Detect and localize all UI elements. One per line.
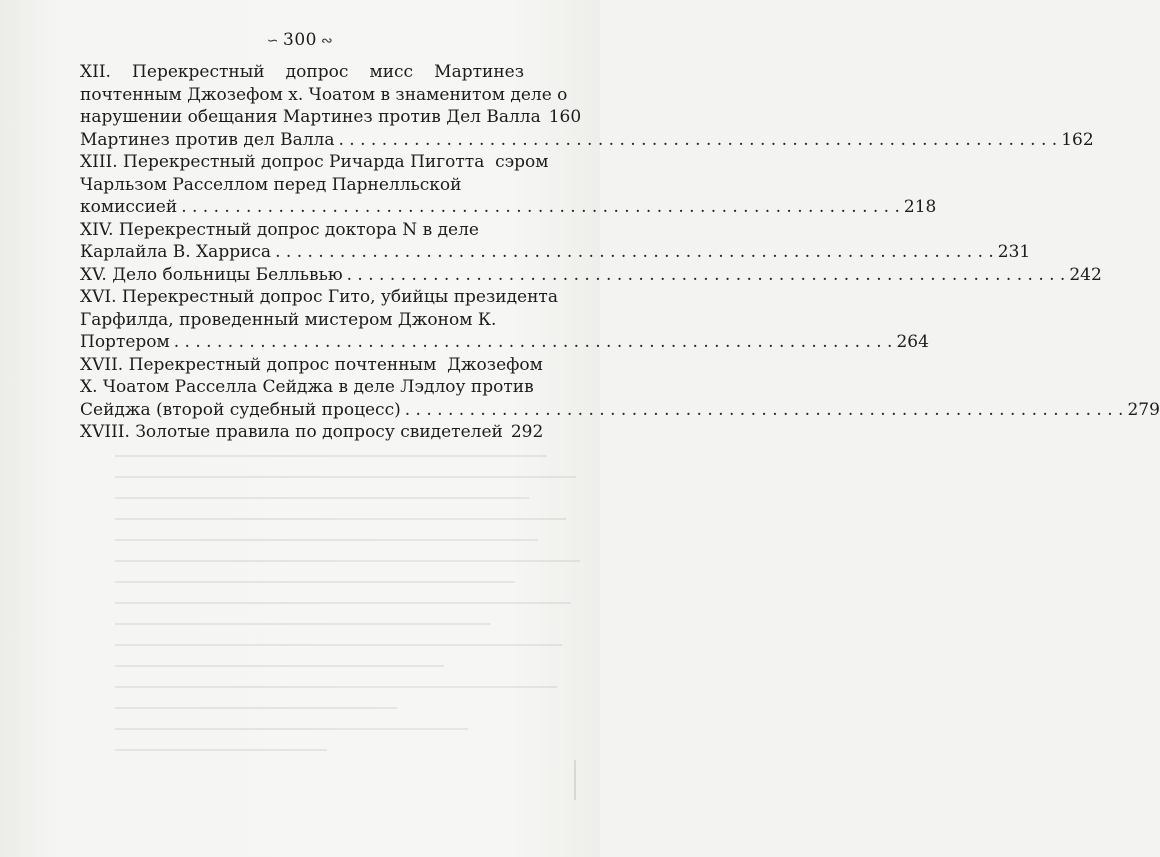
dot-leader xyxy=(275,241,994,264)
toc-line: почтенным Джозефом х. Чоатом в знаменитом деле о xyxy=(80,84,568,105)
toc-line: комиссией . . . 218 xyxy=(80,196,524,219)
ornament-left-icon: ∽ xyxy=(266,33,280,49)
toc-line: XVI. Перекрестный допрос Гито, убийцы президента xyxy=(80,287,558,307)
toc-page-number: 292 xyxy=(510,422,544,442)
page-number: 300 xyxy=(283,30,317,50)
toc-line: XII. Перекрестный допрос мисс Мартинез xyxy=(80,62,524,82)
dot-leader xyxy=(174,331,893,354)
toc-line: XV. Дело больницы Белльвью . . . 242 xyxy=(80,264,524,287)
ornament-right-icon: ∾ xyxy=(320,33,334,49)
toc-page-number: 162 xyxy=(1061,129,1094,150)
toc-page-number: 242 xyxy=(1069,264,1102,285)
toc-page-number: 231 xyxy=(997,242,1031,262)
toc-line: Чарльзом Расселлом перед Парнелльской xyxy=(80,174,462,195)
toc-line: Сейджа (второй судебный процесс) . . . 279 xyxy=(80,399,524,422)
table-of-contents xyxy=(80,61,1160,444)
page-edge-mark xyxy=(574,760,576,800)
toc-page-number: 160 xyxy=(548,107,582,127)
toc-line: Гарфилда, проведенный мистером Джоном К. xyxy=(80,309,497,330)
toc-line: Мартинез против дел Валла . . . 162 xyxy=(80,129,524,152)
toc-page-number: 279 xyxy=(1127,399,1160,420)
dot-leader xyxy=(405,399,1124,422)
toc-line: XVII. Перекрестный допрос почтенным Джозефом xyxy=(80,354,543,375)
dot-leader xyxy=(347,264,1066,287)
toc-line: нарушении обещания Мартинез против Дел Валла 160 xyxy=(80,107,582,127)
toc-line: Х. Чоатом Расселла Сейджа в деле Лэдлоу против xyxy=(80,377,534,397)
reverse-side-bleed-through xyxy=(115,455,585,815)
toc-page-number: 218 xyxy=(903,197,937,217)
toc-line: XIII. Перекрестный допрос Ричарда Пиготта сэром xyxy=(80,152,549,172)
toc-line: XIV. Перекрестный допрос доктора N в деле xyxy=(80,219,479,240)
toc-line: Портером . . . 264 xyxy=(80,331,524,354)
toc-line: XVIII. Золотые правила по допросу свидетелей 292 xyxy=(80,422,544,442)
dot-leader xyxy=(338,129,1057,152)
dot-leader xyxy=(181,196,900,219)
toc-page-number: 264 xyxy=(896,332,929,352)
toc-line: Карлайла В. Харриса . . . 231 xyxy=(80,241,524,264)
page-header xyxy=(0,30,600,50)
